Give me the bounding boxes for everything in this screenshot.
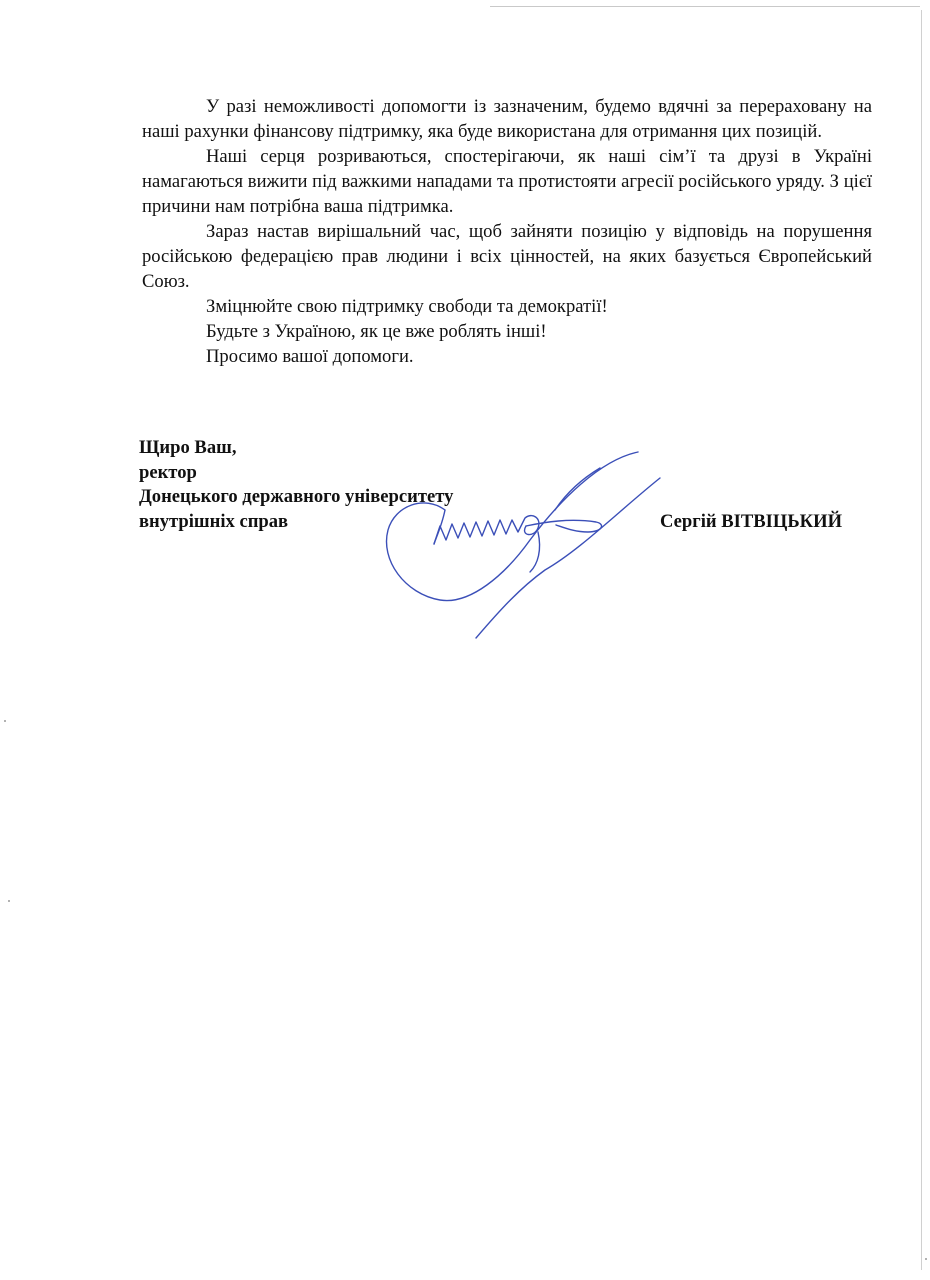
scan-speck xyxy=(925,1258,927,1260)
paragraph: Зміцнюйте свою підтримку свободи та демократії! xyxy=(206,296,608,317)
handwritten-signature xyxy=(370,440,670,650)
paragraph: Будьте з Україною, як це вже роблять інші! xyxy=(206,321,547,342)
signer-organization: Донецького державного університету xyxy=(139,486,454,507)
paragraph: У разі неможливості допомогти із зазначеним, будемо вдячні за перераховану на наші рахунки фінансову підтримку, яка буде використана для отримання цих позицій. xyxy=(142,96,872,142)
signer-name: Сергій ВІТВІЦЬКИЙ xyxy=(660,511,843,532)
paragraph: Наші серця розриваються, спостерігаючи, як наші сім’ї та друзі в Україні намагаються вижити під важкими нападами та протистояти агресії російського уряду. З цієї причини нам потрібна ваша підтримка. xyxy=(142,146,872,217)
scan-speck xyxy=(8,900,10,902)
signer-organization-cont: внутрішніх справ xyxy=(139,510,289,532)
paragraph: Просимо вашої допомоги. xyxy=(206,346,414,367)
salutation: Щиро Ваш, xyxy=(139,437,237,458)
letter-body xyxy=(142,94,872,369)
signer-position: ректор xyxy=(139,461,197,483)
scan-speck xyxy=(4,720,6,722)
scan-edge-top xyxy=(490,6,920,7)
scan-edge-right xyxy=(921,10,922,1270)
paragraph: Зараз настав вирішальний час, щоб зайняти позицію у відповідь на порушення російською федерацією прав людини і всіх цінностей, на яких базується Європейський Союз. xyxy=(142,221,872,292)
